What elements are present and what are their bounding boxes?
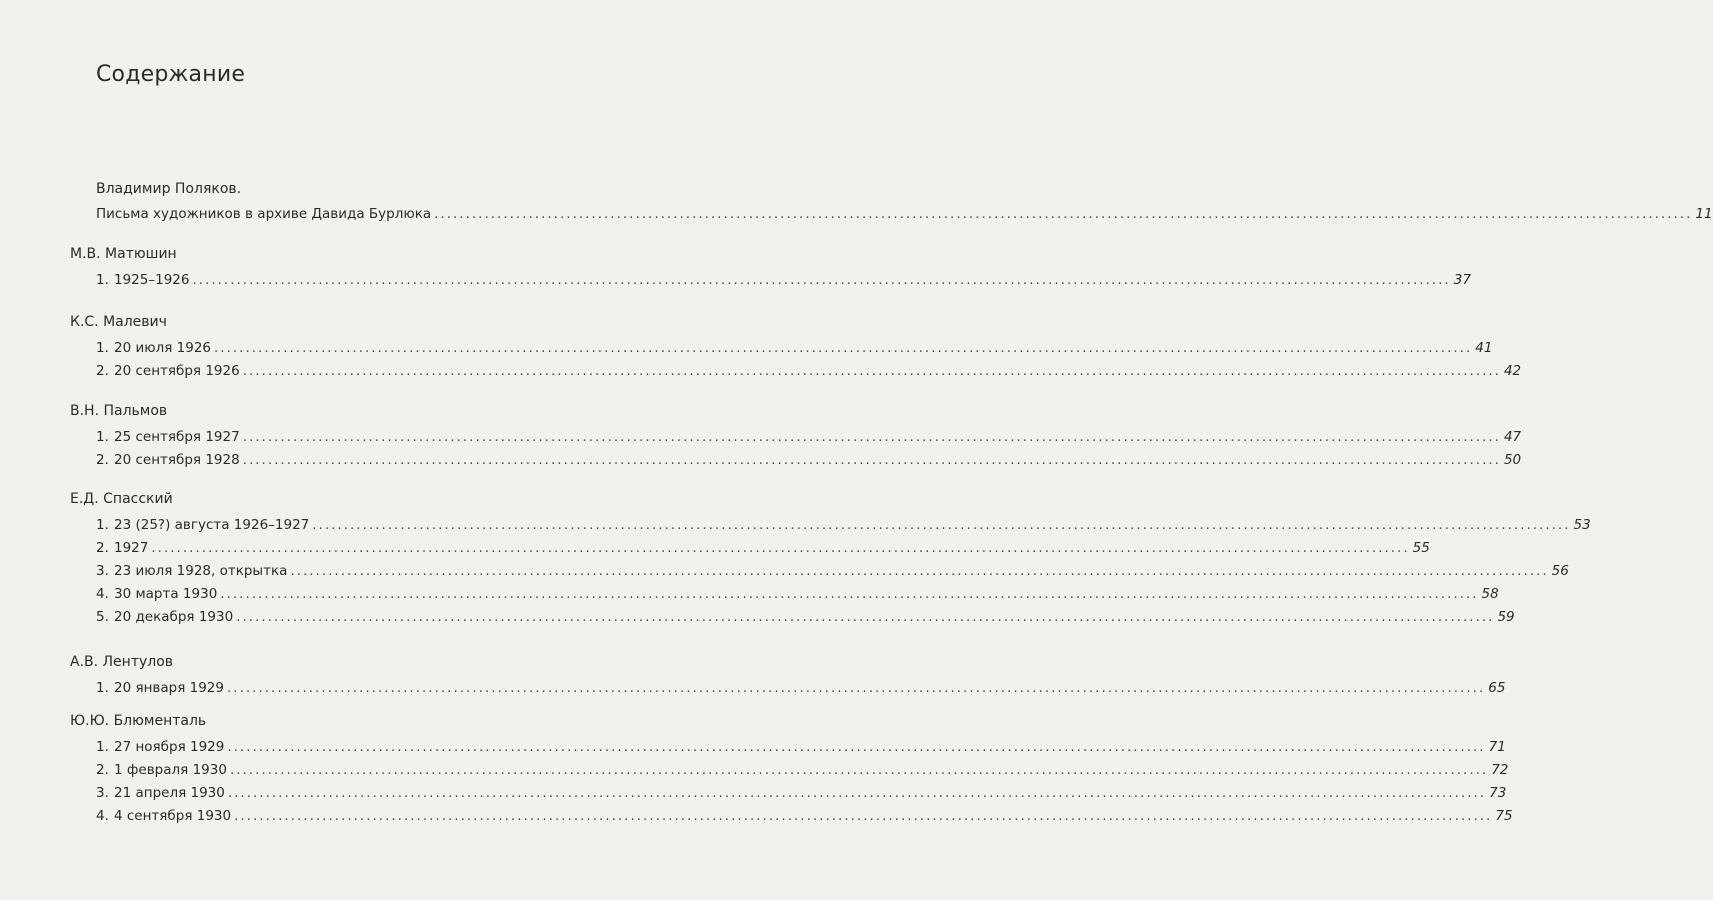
entry-title: 1925–1926 (114, 272, 190, 288)
intro-author: Владимир Поляков. (96, 181, 242, 197)
entry-title: 1927 (114, 540, 149, 556)
dot-leader: ........................................................................................................................................................................................................ (234, 808, 1493, 824)
entry-title: 25 сентября 1927 (114, 429, 240, 445)
toc-entry[interactable] (96, 608, 1515, 626)
entry-title: 4 сентября 1930 (114, 808, 232, 824)
dot-leader: ........................................................................................................................................................................................................ (192, 272, 1451, 288)
entry-title: 23 (25?) августа 1926–1927 (114, 517, 310, 533)
entry-number: 2. (96, 762, 109, 778)
entry-title: 27 ноября 1929 (114, 739, 225, 755)
dot-leader: ........................................................................................................................................................................................................ (214, 340, 1473, 356)
section-author: Е.Д. Спасский (70, 491, 173, 507)
toc-entry[interactable] (96, 516, 1591, 534)
section-author: А.В. Лентулов (70, 654, 174, 670)
page-number: 42 (1503, 363, 1522, 379)
toc-entry[interactable] (96, 585, 1499, 603)
entry-number: 2. (96, 363, 109, 379)
page-number: 41 (1475, 340, 1493, 356)
dot-leader: ........................................................................................................................................................................................................ (220, 586, 1479, 602)
entry-title: 23 июля 1928, открытка (114, 563, 288, 579)
page-number: 65 (1488, 680, 1506, 696)
page-number: 53 (1573, 517, 1591, 533)
dot-leader: ........................................................................................................................................................................................................ (227, 785, 1487, 801)
dot-leader: ........................................................................................................................................................................................................ (242, 429, 1501, 445)
toc-entry[interactable] (96, 451, 1522, 469)
entry-title: 20 января 1929 (114, 680, 224, 696)
section-author: В.Н. Пальмов (70, 403, 168, 419)
page-number: 37 (1453, 272, 1471, 288)
section-author: Ю.Ю. Блюменталь (70, 713, 207, 729)
dot-leader: ........................................................................................................................................................................................................ (236, 609, 1495, 625)
entry-title: 1 февраля 1930 (114, 762, 227, 778)
page-number: 75 (1495, 808, 1513, 824)
page-number: 59 (1497, 609, 1515, 625)
page-number: 50 (1503, 452, 1522, 468)
entry-number: 4. (96, 808, 109, 824)
dot-leader: ........................................................................................................................................................................................................ (242, 452, 1501, 468)
entry-number: 1. (96, 340, 109, 356)
entry-number: 1. (96, 272, 109, 288)
toc-entry[interactable] (96, 738, 1506, 756)
entry-title: Письма художников в архиве Давида Бурлюка (96, 206, 432, 222)
entry-number: 1. (96, 429, 109, 445)
toc-entry[interactable] (96, 362, 1522, 380)
entry-title: 21 апреля 1930 (114, 785, 225, 801)
section-author: К.С. Малевич (70, 314, 167, 330)
entry-number: 1. (96, 680, 109, 696)
entry-title: 20 июля 1926 (114, 340, 212, 356)
page-number: 73 (1489, 785, 1507, 801)
toc-entry[interactable] (96, 761, 1509, 779)
page-number: 47 (1503, 429, 1522, 445)
dot-leader: ........................................................................................................................................................................................................ (290, 563, 1549, 579)
page-number: 71 (1488, 739, 1506, 755)
entry-number: 3. (96, 563, 109, 579)
entry-number: 2. (96, 540, 109, 556)
page-number: 11 (1695, 206, 1713, 222)
section-author: М.В. Матюшин (70, 246, 177, 262)
toc-entry[interactable] (96, 339, 1493, 357)
entry-title: 30 марта 1930 (114, 586, 218, 602)
toc-entry[interactable] (96, 807, 1513, 825)
toc-entry[interactable] (96, 679, 1506, 697)
page-number: 56 (1551, 563, 1569, 579)
dot-leader: ........................................................................................................................................................................................................ (242, 363, 1501, 379)
toc-entry[interactable] (96, 428, 1522, 446)
page-number: 55 (1412, 540, 1430, 556)
entry-title: 20 декабря 1930 (114, 609, 234, 625)
entry-title: 20 сентября 1928 (114, 452, 240, 468)
toc-entry[interactable] (96, 562, 1569, 580)
dot-leader: ........................................................................................................................................................................................................ (227, 739, 1486, 755)
page-number: 58 (1481, 586, 1499, 602)
entry-number: 5. (96, 609, 109, 625)
page-title: Содержание (96, 62, 246, 87)
dot-leader: ........................................................................................................................................................................................................ (312, 517, 1571, 533)
entry-number: 2. (96, 452, 109, 468)
entry-number: 1. (96, 517, 109, 533)
entry-number: 4. (96, 586, 109, 602)
entry-title: 20 сентября 1926 (114, 363, 240, 379)
toc-entry[interactable] (96, 539, 1430, 557)
dot-leader: ........................................................................................................................................................................................................ (226, 680, 1486, 696)
entry-number: 1. (96, 739, 109, 755)
toc-entry[interactable] (96, 271, 1471, 289)
dot-leader: ........................................................................................................................................................................................................ (434, 206, 1693, 222)
dot-leader: ........................................................................................................................................................................................................ (229, 762, 1489, 778)
toc-entry[interactable] (96, 784, 1507, 802)
entry-number: 3. (96, 785, 109, 801)
page-number: 72 (1491, 762, 1509, 778)
dot-leader: ........................................................................................................................................................................................................ (151, 540, 1410, 556)
